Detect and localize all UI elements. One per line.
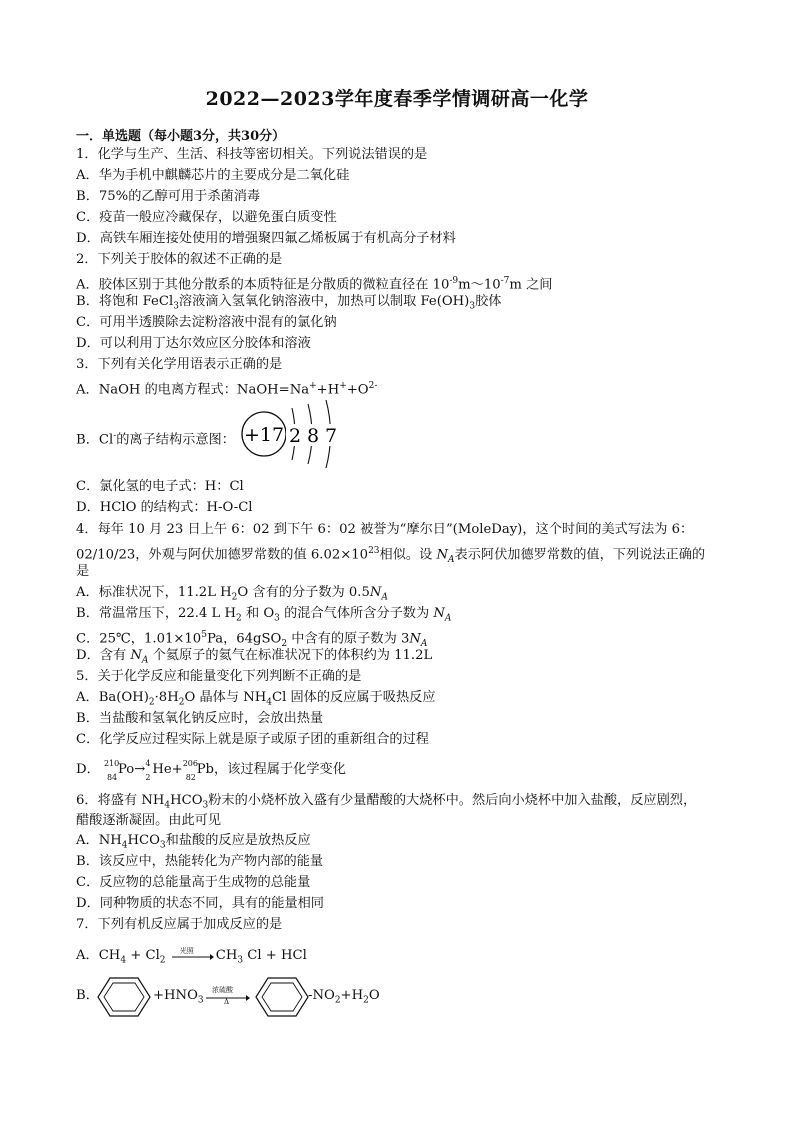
light-arrow: 光照 [172,949,214,963]
q5-option-a: A．$Ba(OH)_2\cdot 8H_2O$ 晶体与 $NH_4Cl$ 固体的反应属于吸热反应 [76,690,436,708]
q3-option-b-label: B．Cl-的离子结构示意图： [76,431,235,448]
q6-stem-line2: 醋酸逐渐凝固。由此可见 [76,813,222,828]
q4-stem-line2: 02/10/23，外观与阿伏加德罗常数的值 $6.02\times 10^{23}$相似。设 $N_A$表示阿伏加德罗常数的值，下列说法正确的 [76,546,706,566]
q7-b-reagent: $+HNO_3$ [153,988,204,1006]
q5-stem: 5．关于化学反应和能量变化下列判断不正确的是 [76,669,362,684]
q2-option-b: B．将饱和 FeCl$_3$溶液滴入氢氧化钠溶液中，加热可以制取 $Fe(OH)_3$胶体 [76,294,502,312]
q1-option-d: D．高铁车厢连接处使用的增强聚四氟乙烯板属于有机高分子材料 [76,231,456,246]
chloride-ion-structure-diagram [240,396,350,472]
q2-option-d: D．可以利用丁达尔效应区分胶体和溶液 [76,336,311,351]
q2-option-a: A．胶体区别于其他分散系的本质特征是分散质的微粒直径在 $10^{-9}m\sim 10^{-7}m$ 之间 [76,276,553,293]
q1-option-b: B．75%的乙醇可用于杀菌消毒 [76,189,261,204]
q3-option-a: A．NaOH 的电离方程式：$NaOH=Na^++H^++O^{2-}$ [76,381,378,398]
q1-stem: 1．化学与生产、生活、科技等密切相关。下列说法错误的是 [76,147,428,162]
q1-option-c: C．疫苗一般应冷藏保存，以避免蛋白质变性 [76,210,337,225]
q2-stem: 2．下列关于胶体的叙述不正确的是 [76,252,283,267]
shell-electrons-2: 8 [306,425,320,447]
q6-option-d: D．同种物质的状态不同，具有的能量相同 [76,896,324,911]
nitrobenzene-ring-icon [254,974,310,1020]
q7-option-b-label: B． [76,988,99,1003]
q7-b-product: $-NO_2+H_2O$ [308,988,380,1006]
q4-option-d: D．含有 $N_A$ 个氦原子的氦气在标准状况下的体积约为 11.2L [76,648,433,666]
q4-stem-line1: 4．每年 10 月 23 日上午 6：02 到下午 6：02 被誉为“摩尔日”(MoleDay)，这个时间的美式写法为 6： [76,522,694,537]
q6-option-a: A．$NH_4HCO_3$和盐酸的反应是放热反应 [76,833,311,851]
nuclide-po-index: 210 84 [103,759,120,782]
q7-option-a: A．$CH_4 + Cl_2$ 光照 $CH_3$ Cl + HCl [76,946,307,966]
nuclide-he-index: 4 2 [145,759,151,782]
nucleus-charge: +17 [243,424,285,446]
q5-option-b: B．当盐酸和氢氧化钠反应时，会放出热量 [76,711,324,726]
q4-option-a: A．标准状况下，11.2L $H_2O$ 含有的分子数为 $0.5N_A$ [76,585,388,603]
q5-option-d: D． 210 84 Po→ 4 2 He+ 206 82 Pb，该过程属于化学变化 [76,759,346,782]
q4-option-c: C．25℃，$1.01\times 10^5Pa$，64gSO$_2$ 中含有的原子数为 $3N_A$ [76,630,428,650]
q5-option-c: C．化学反应过程实际上就是原子或原子团的重新组合的过程 [76,732,429,747]
q3-option-d: D．HClO 的结构式：H-O-Cl [76,500,253,515]
q1-option-a: A．华为手机中麒麟芯片的主要成分是二氧化硅 [76,168,350,183]
q4-option-b: B．常温常压下，22.4 L $H_2$ 和 $O_3$ 的混合气体所含分子数为 $N_A$ [76,606,452,624]
q4-stem-line3: 是 [76,564,90,579]
q3-option-c: C．氯化氢的电子式：H：Cl [76,479,244,494]
q6-option-b: B．该反应中，热能转化为产物内部的能量 [76,854,324,869]
shell-electrons-1: 2 [288,425,302,447]
shell-electrons-3: 7 [324,425,338,447]
reaction-arrow-icon [172,953,214,961]
page-title: 2022—2023学年度春季学情调研高一化学 [205,88,589,110]
q6-stem-line1: 6．将盛有 $NH_4HCO_3$粉末的小烧杯放入盛有少量醋酸的大烧杯中。然后向小烧杯中加入盐酸，反应剧烈， [76,793,697,811]
nitration-arrow: 浓硫酸 Δ [206,985,250,1009]
section-heading: 一．单选题（每小题3分，共30分） [76,129,286,144]
q7-stem: 7．下列有机反应属于加成反应的是 [76,917,283,932]
q3-stem: 3．下列有关化学用语表示正确的是 [76,357,283,372]
q6-option-c: C．反应物的总能量高于生成物的总能量 [76,875,311,890]
q2-option-c: C．可用半透膜除去淀粉溶液中混有的氯化钠 [76,315,337,330]
benzene-ring-icon [96,974,152,1020]
nuclide-pb-index: 206 82 [182,759,198,782]
